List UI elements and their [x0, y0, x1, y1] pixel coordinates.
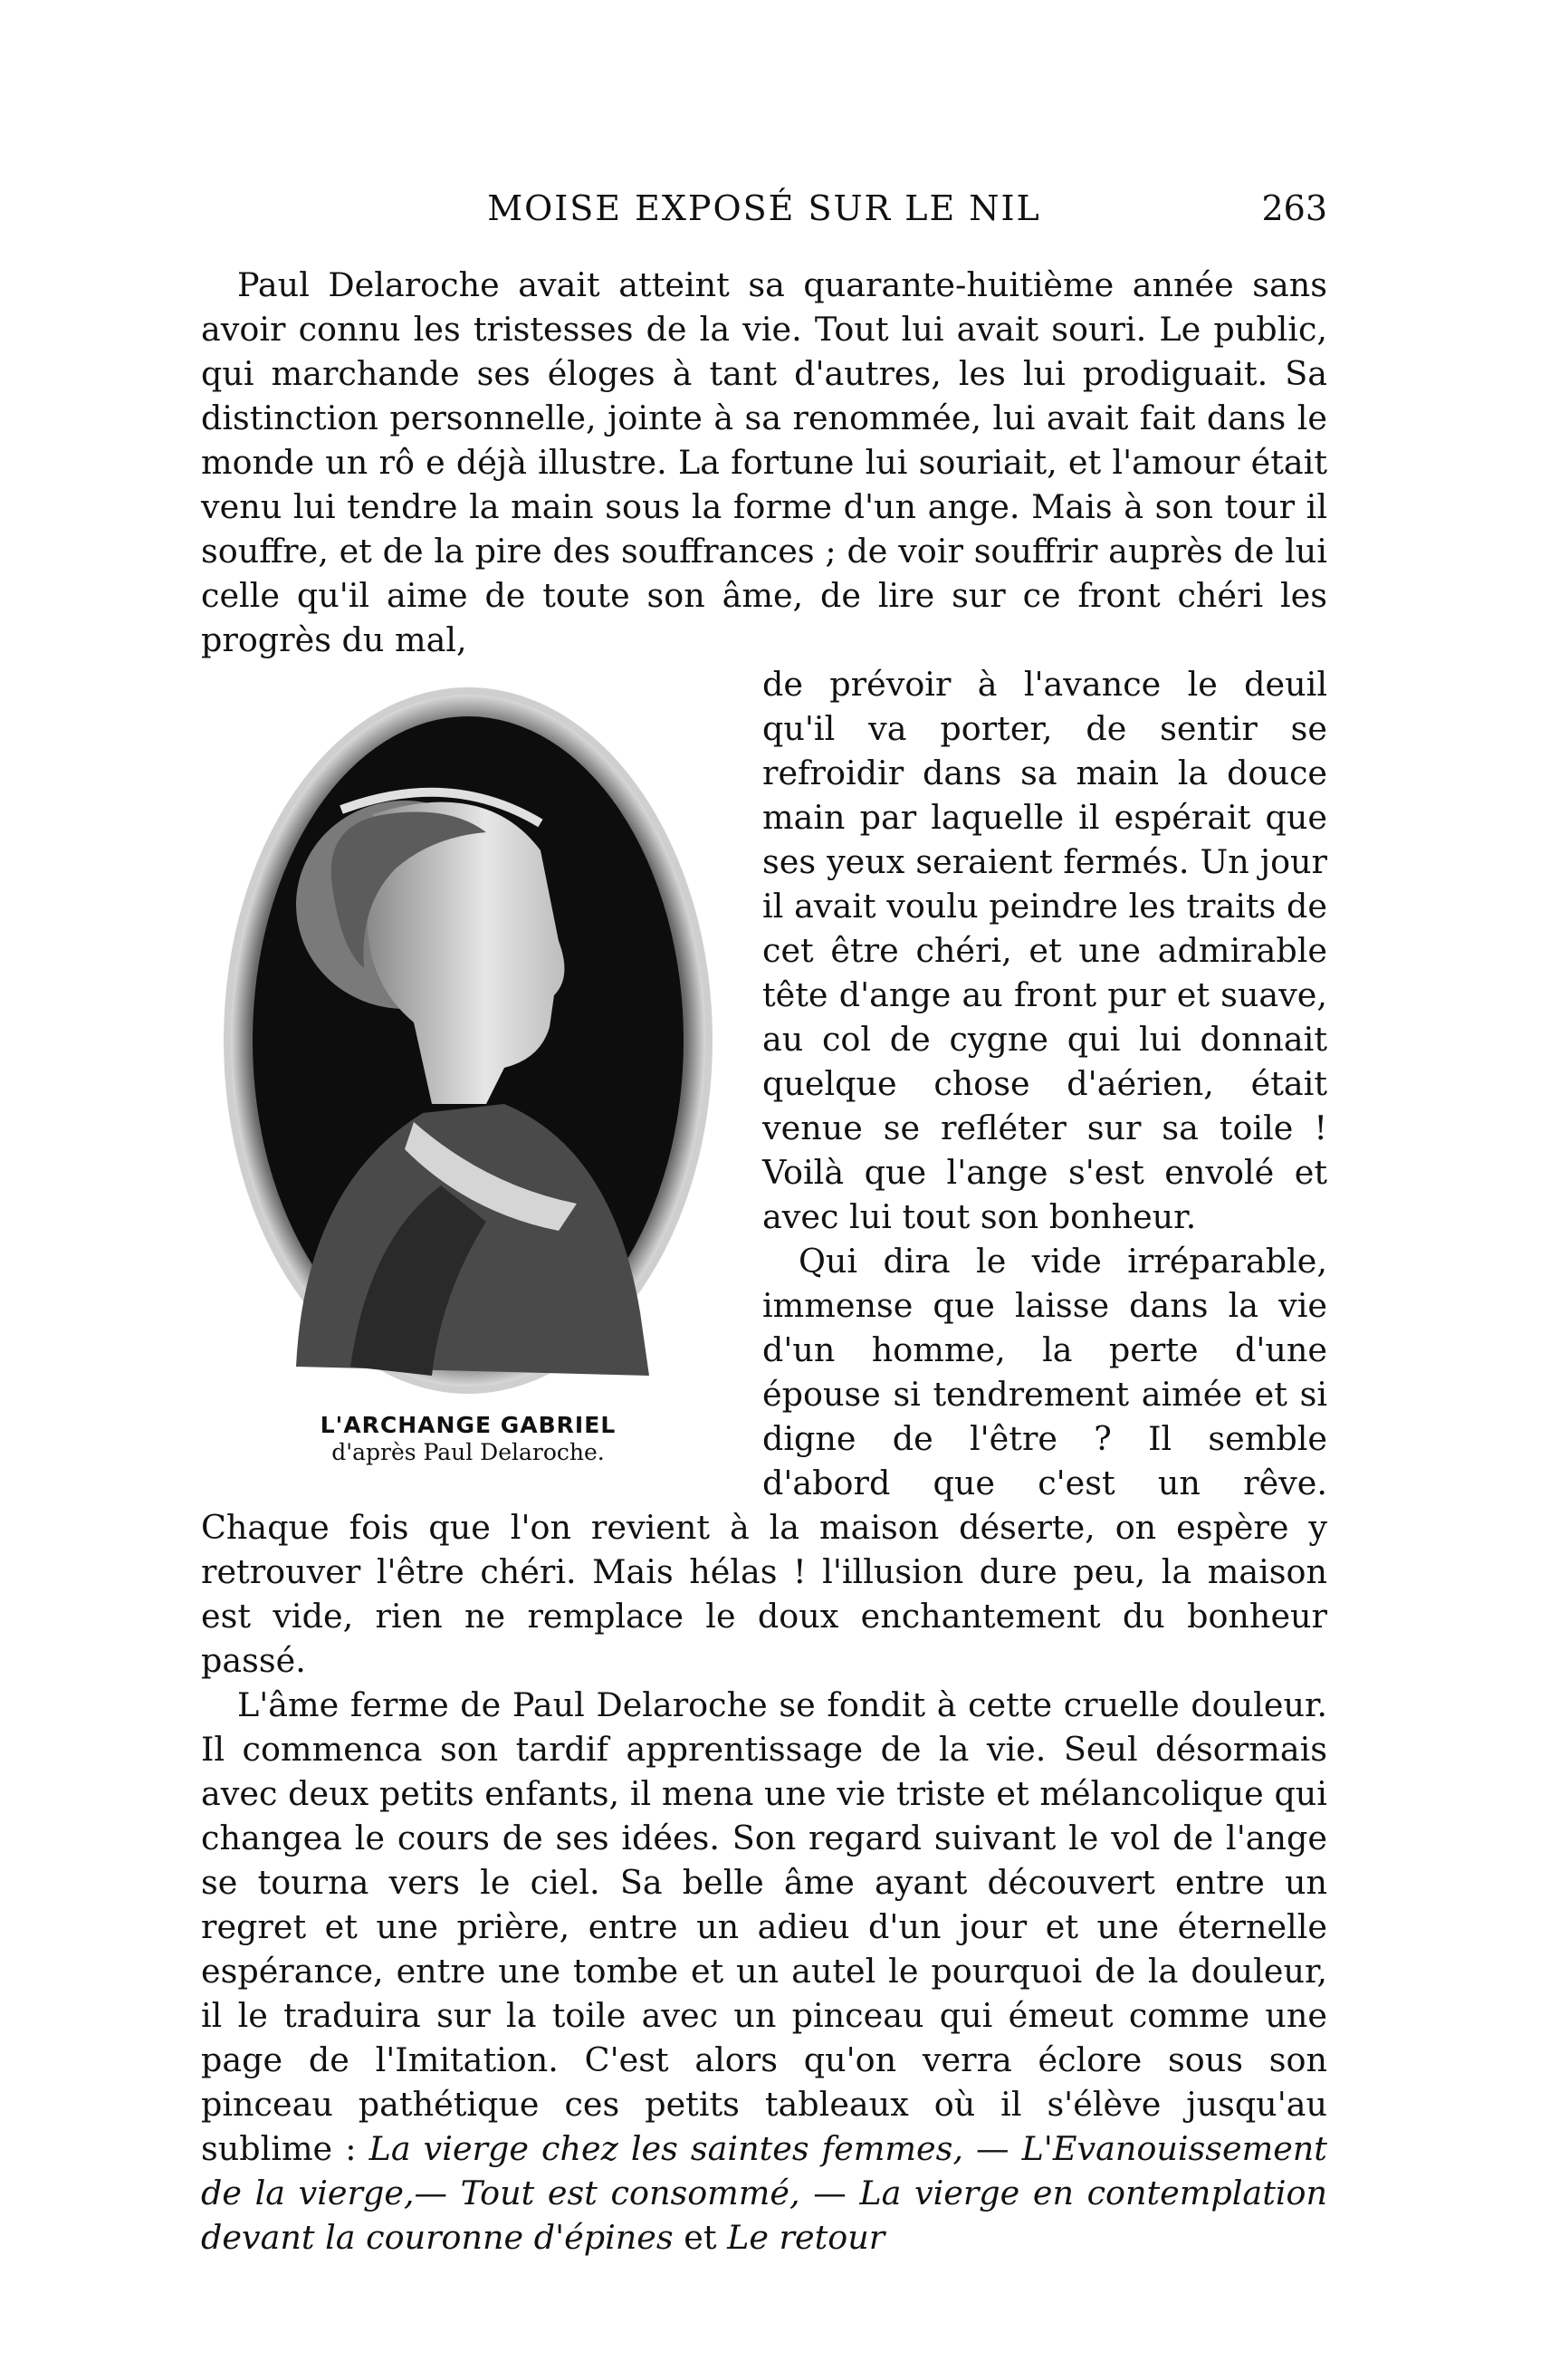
work-title-4: La vierge en contemplation devant la couronne d'épines — [201, 2174, 1328, 2257]
paragraph-1 — [201, 263, 1327, 662]
work-title-3: Tout est consommé, — [460, 2174, 800, 2212]
conjunction: et — [684, 2218, 717, 2257]
paragraph-3 — [201, 1683, 1327, 2260]
running-head — [201, 188, 1327, 243]
running-title: MOISE EXPOSÉ SUR LE NIL — [487, 188, 1041, 228]
separator-1: — — [976, 2129, 1009, 2168]
paragraph-3-text: L'âme ferme de Paul Delaroche se fondit à cette cruelle douleur. Il commenca son tardif apprentissage de la vie. Seul désormais avec deux petits enfants, il mena une vie triste et mélancolique qui changea le cours de ses idées. Son regard suivant le vol de l'ange se tourna vers le ciel. Sa belle âme ayant découvert entre un regret et une prière, entre un adieu d'un jour et une éternelle espérance, entre une tombe et un autel le pourquoi de la douleur, il le traduira sur la toile avec un pinceau qui émeut comme une page de l'Imitation. C'est alors qu'on verra éclore sous son pinceau pathétique ces petits tableaux où il s'élève jusqu'au sublime : — [201, 1685, 1327, 2168]
separator-2: — — [414, 2174, 448, 2212]
body-text — [201, 263, 1327, 2260]
paragraph-2-text: Qui dira le vide irréparable, immense que laisse dans la vie d'un homme, la perte d'une épouse si tendrement aimée et si digne de l'être ? Il semble d'abord que c'est un rêve. Chaque fois que l'on revient à la maison déserte, on espère y retrouver l'être chéri. Mais hélas ! l'illusion dure peu, la maison est vide, rien ne remplace le doux enchantement du bonheur passé. — [201, 1242, 1327, 1680]
separator-3: — — [813, 2174, 847, 2212]
paragraph-1-top: Paul Delaroche avait atteint sa quarante-huitième année sans avoir connu les tristesses de la vie. Tout lui avait souri. Le public, qui marchande ses éloges à tant d'autres, les lui prodiguait. Sa distinction personnelle, jointe à sa renommée, lui avait fait dans le monde un rô e déjà illustre. La fortune lui souriait, et l'amour était venu lui tendre la main sous la forme d'un ange. Mais à son tour il souffre, et de la pire des souffrances ; de voir souffrir auprès de lui celle qu'il aime de toute son âme, de lire sur ce front chéri les progrès du mal, — [201, 265, 1327, 659]
portrait-medallion — [215, 678, 722, 1403]
work-title-1: La vierge chez les saintes femmes, — [368, 2129, 963, 2168]
figure-caption-subtitle: d'après Paul Delaroche. — [331, 1439, 605, 1465]
figure-caption-title: L'ARCHANGE GABRIEL — [320, 1412, 617, 1438]
page-number: 263 — [1261, 188, 1327, 228]
paragraph-1-wrap: de prévoir à l'avance le deuil qu'il va porter, de sentir se refroidir dans sa main la douce main par laquelle il espérait que ses yeux seraient fermés. Un jour il avait voulu peindre les traits de cet être chéri, et une admirable tête d'ange au front pur et suave, au col de cygne qui lui donnait quelque chose d'aérien, était venue se refléter sur sa toile ! Voilà que l'ange s'est envolé et avec lui tout son bonheur. — [762, 665, 1327, 1236]
work-title-5: Le retour — [727, 2218, 885, 2257]
figure-archange-gabriel — [201, 662, 735, 1504]
work-title-2: L'Evanouissement de la vierge, — [201, 2129, 1327, 2212]
